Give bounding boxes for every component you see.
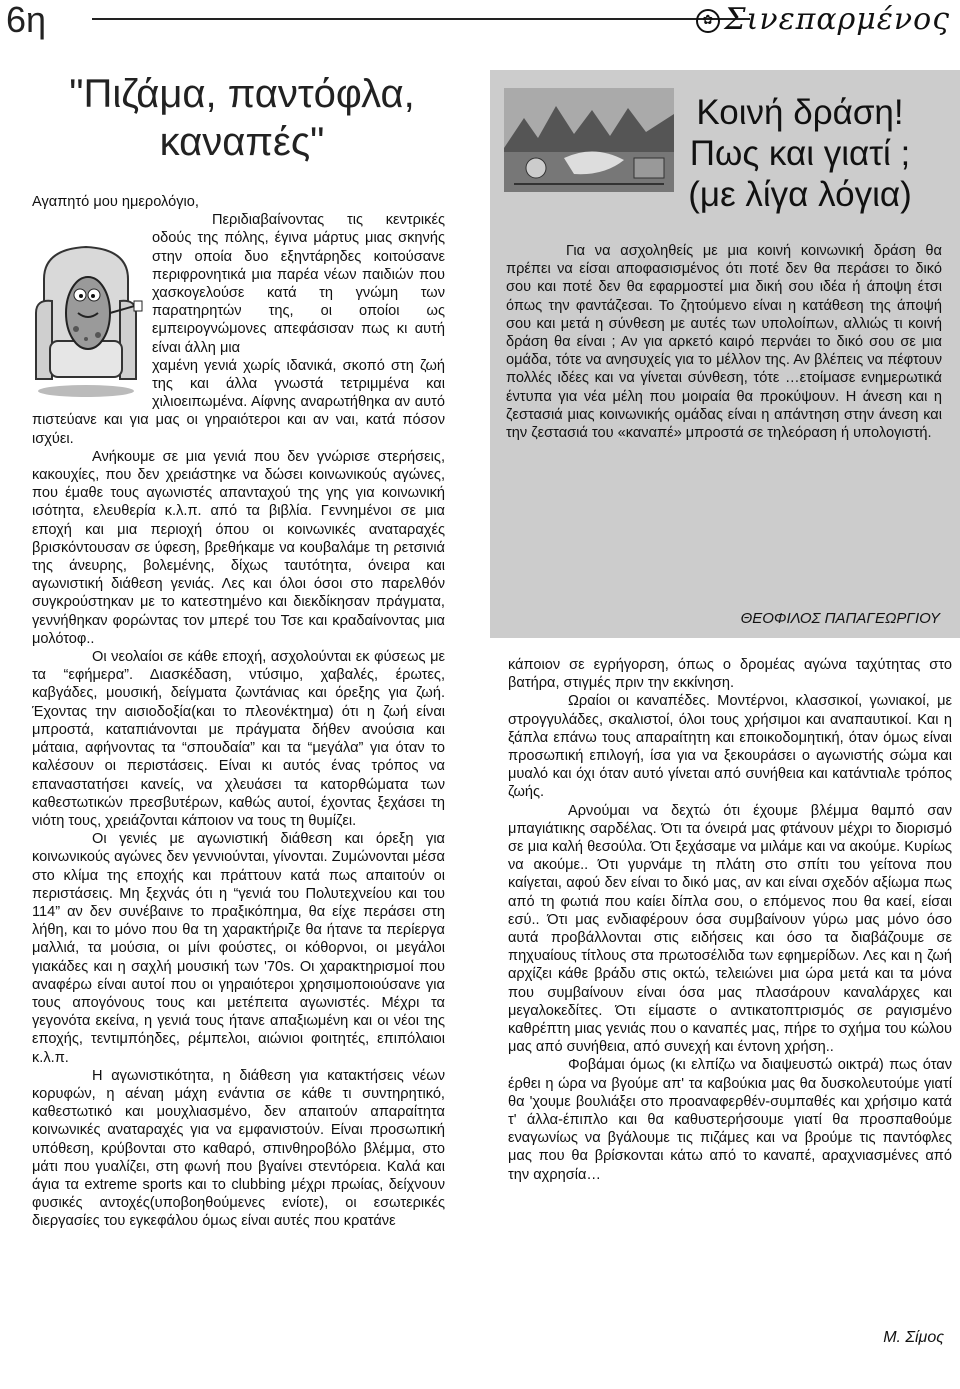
page-header <box>0 0 960 40</box>
paragraph-1: χαμένη γενιά χωρίς ιδανικά, σκοπό στη ζωή της και άλλα γνωστά τετριμμένα και χιλιοειπωμένα. Αίφνης αναρωτήθηκα αν αυτό πιστεύανε και για μας οι γηραιότεροι και αν ναι, κατά πόσον ισχύει. <box>32 357 445 447</box>
box-body <box>506 242 942 442</box>
sidebar-box <box>490 70 960 638</box>
intro-paragraph: Περιδιαβαίνοντας τις κεντρικές οδούς της πόλης, έγινα μάρτυς μιας σκηνής στην οποία δυο εξηντάρηδες κοιτούσανε περιφρονητικά μια παρέα νέων παιδιών που χασκογελούσε κατά τη γνώμη των παρατηρητών της, οι οποίοι ως εμπειρογνώμονες απεφάσισαν πως κι αυτή είναι άλλη μια <box>152 212 445 356</box>
right-paragraph-3: Φοβάμαι όμως (κι ελπίζω να διαψευστώ οικτρά) πως όταν έρθει η ώρα να βγούμε απ' τα καβούκια μας θα δυσκολευτούμε γιατί θα 'χουμε βουλιάξει στο προαναφερθέν-συμπαθές και χρήσιμο κατά τ' άλλα-έπιπλο και θα καθυστερήσουμε γιατί θα προσπαθούμε εναγωνίως να βγάλουμε τις πιζάμες και να βρούμε τις παντόφλες μας που θα βρίσκονται κάτω από το καναπέ, αραχνιασμένες από την αχρησία… <box>508 1057 952 1183</box>
paragraph-2: Ανήκουμε σε μια γενιά που δεν γνώρισε στερήσεις, κακουχίες, που δεν χρειάστηκε να δώσει κοινωνικούς αγώνες, που έμαθε τους αγωνιστές απανταχού της γης για κοινωνική ισότητα, ελευθερία κ.λ.π. από τα βιβλία. Γεννημένοι σε μια εποχή και μια περιοχή όπου οι κοινωνικές αναταραχές βρισκόντουσαν σε ύφεση, βρεθήκαμε να κουβαλάμε τη ρετσινιά της άνευρης, βολεμένης, δίχως ταυτότητα, όνειρα και αγωνιστική διάθεση γενιάς. Λες και όλοι όσοι στο παρελθόν συγκρούστηκαν με το κατεστημένο και διεκδίκησαν πράγματα, γεννήθηκαν φορώντας τον μπερέ του Τσε και κραδαίνοντας μια μολότοφ.. <box>32 448 445 647</box>
left-title-line1: "Πιζάμα, παντόφλα, <box>69 72 415 116</box>
armchair-cartoon-illustration <box>26 221 146 399</box>
box-paragraph: Για να ασχοληθείς με μια κοινή κοινωνική δράση θα πρέπει να είσαι αποφασισμένος ότι ποτέ δεν θα περάσει το δικό σου και ποτέ δεν θα εφαρμοστεί μια δική σου ιδέα ή άποψη έτσι όπως την φαντάζεσαι. Το ζητούμενο είναι η κατάθεση της άποψή σου και μετά η σύνθεση με αυτές των υπολοίπων, αλλιώς τι κοινή δράση θα είναι ; Αν για αρκετό καιρό περνάει το δικό σου σε μια ομάδα, τότε να ανησυχείς για το μέλλον της. Αν βλέπεις να πέφτουν πολλές ιδέες και να γίνεται σύνθεση, τότε …ετοίμασε ενημερωτικά έντυπα για νέα μέλη που μοιραία θα προκύψουν. Η άνεση και η ζεστασιά μιας κοινωνικής ομάδας είναι η απάντηση στην άνεση και την ζεστασιά του «καναπέ» μπροστά σε τηλεόραση ή υπολογιστή. <box>506 243 942 442</box>
paragraph-5: Η αγωνιστικότητα, η διάθεση για κατακτήσεις νέων κορυφών, η αέναη μάχη ενάντια σε κάθε τι συντηρητικό, καθεστωτικό και μουχλιασμένο, δεν απαιτούν απαραίτητα κοινωνικές αναταραχές για να εμφανιστούν. Είναι προσωπική υπόθεση, κρύβονται στο καθαρό, σπινθηροβόλο βλέμμα, στο μάτι που γυαλίζει, στη φωνή που βγαίνει στεντόρεια. Καλά και άγια τα extreme sports και τo clubbing μέχρι πρωίας, δείχνουν φυσικές αντοχές(υποβοηθούμενες ενίοτε), οι εσωτερικές διεργασίες του εγκεφάλου όμως είναι αυτές που κρατάνε <box>32 1067 445 1230</box>
brand-name: Σινεπαρμένος <box>724 2 950 37</box>
box-author: ΘΕΟΦΙΛΟΣ ΠΑΠΑΓΕΩΡΓΙΟΥ <box>740 610 940 627</box>
header-rule <box>92 18 750 20</box>
brand-logo <box>696 0 950 40</box>
right-paragraph-2: Αρνούμαι να δεχτώ ότι έχουμε βλέμμα θαμπό σαν μπαγιάτικης σαρδέλας. Ότι τα όνειρά μας φτάνουν μέχρι το διορισμό σε μια καλή θεσούλα. Ότι ξεχάσαμε να μιλάμε και να ακούμε. Κυρίως να ακούμε.. Ότι γυρνάμε τη πλάτη στο σπίτι του γείτονα που καίγεται, αφού δεν είναι το δικό μας, αν και είναι σχεδόν αξίωμα πως από τη φωτιά που καίει δίπλα σου, ο επόμενος που θα καεί, είσαι εσύ.. Ότι μας ενδιαφέρουν όσα συμβαίνουν γύρω μας μόνο όσο αυτά προβάλλονται στις ειδήσεις και όσο τα διαβάζουμε σε πηχυαίους τίτλους στα πρωτοσέλιδα των εφημερίδων. Λες και η ζωή αρχίζει κάθε βράδυ στις οκτώ, τελειώνει μια ώρα μετά και τα μόνα που συμβαίνουν είναι όσα μας πλασάρουν καναλάρχες και μεγαλοκεδίτες. Ότι είμαστε ο αντικατοπτρισμός σε ραγισμένο καθρέπτη μιας γενιάς που ο καναπές μας, πήρε το σχήμα του κώλου μας από συνήθεια, από συνεχή και έντονη χρήση.. <box>508 802 952 1056</box>
left-title-line2: καναπές" <box>159 120 325 164</box>
brand-emblem-icon: ✿ <box>696 9 720 33</box>
paragraph-3: Οι νεολαίοι σε κάθε εποχή, ασχολούνται εκ φύσεως με τα “εφήμερα”. Διασκέδαση, ντύσιμο, χαβαλές, έρωτες, καβγάδες, μουσική, δείγματα ζωντάνιας και όρεξης για ζωή. Έχοντας την αισιοδοξία(και το πλεονέκτημα) ότι η ζωή είναι μπροστά, καταπιάνονται με πράγματα δήθεν ανούσια και μάταια, αφήνοντας τα “σπουδαία” και τα “μεγάλα” για όταν το καλέσουν οι περιστάσεις. Είναι κι αυτός ένας τρόπος να επαναστατήσει κανείς, να χλευάσει τα κατορθώματα των καθεστωτικών πρεσβυτέρων, καθώς αυτοί, έχοντας ξεχάσει τη νιότη τους, χρειάζονται κάποιον να τους τη θυμίζει. <box>32 649 445 829</box>
box-title-line3: (με λίγα λόγια) <box>688 175 912 214</box>
left-article-title <box>52 70 432 166</box>
right-paragraph-0: κάποιον σε εγρήγορση, όπως ο δρομέας αγώνα ταχύτητας στο βατήρα, στιγμές πριν την εκκίνηση. <box>508 657 952 692</box>
right-article-body <box>508 656 952 1184</box>
box-title-line2: Πως και γιατί ; <box>689 134 911 173</box>
box-title-line1: Κοινή δράση! <box>696 93 904 132</box>
greeting: Αγαπητό μου ημερολόγιο, <box>32 194 199 210</box>
box-title <box>650 92 950 215</box>
paragraph-4: Οι γενιές με αγωνιστική διάθεση και όρεξη για κοινωνικούς αγώνες δεν γεννιούνται, γίνονται. Ζυμώνονται μέσα στο κλίμα της εποχής και πράττουν κατά πως απαιτούν οι περιστάσεις. Μη ξεχνάς ότι η “γενιά του Πολυτεχνείου και του 114” αν δεν συνέβαινε το πραξικόπημα, θα είχε περάσει στη λήθη, και το μόνο που θα τη χαρακτήριζε θα ήτανε τα περίεργα μαλλιά, τα μούσια, οι μίνι φούστες, οι κόθορνοι, οι μεγάλοι γιακάδες και η σαχλή μουσική των '70s. Οι χαρακτηρισμοί που αναφέρω είναι αυτοί που οι γηραιότεροι χρησιμοποιούσανε για τους απογόνους τους και μετέπειτα αγωνιστές. Μέχρι τα γεγονότα εκείνα, η γενιά τους ήτανε απαξιωμένη και οι νέοι της εποχής, τεντιμπόηδες, ρέμπελοι, αιώνιοι φοιτητές, επιπόλαιοι κ.λ.π. <box>32 831 445 1066</box>
page-number: 6η <box>6 0 47 40</box>
world-collage-illustration <box>504 88 674 192</box>
article-author: Μ. Σίμος <box>883 1329 944 1346</box>
left-article-body <box>32 193 445 1231</box>
right-paragraph-1: Ωραίοι οι καναπέδες. Μοντέρνοι, κλασσικοί, γωνιακοί, με στρογγυλάδες, σκαλιστοί, όλοι τους χρήσιμοι και αναπαυτικοί. Και η ξάπλα επάνω τους απαραίτητη και εποικοδομητική, όταν όμως είναι προσωπική επιλογή, ίσα για να ξεκουράσει ο αγωνιστής σώμα και μυαλό και όχι όταν αυτό γίνεται από συνήθεια και κατάντιαλε τρόπος ζωής. <box>508 693 952 801</box>
